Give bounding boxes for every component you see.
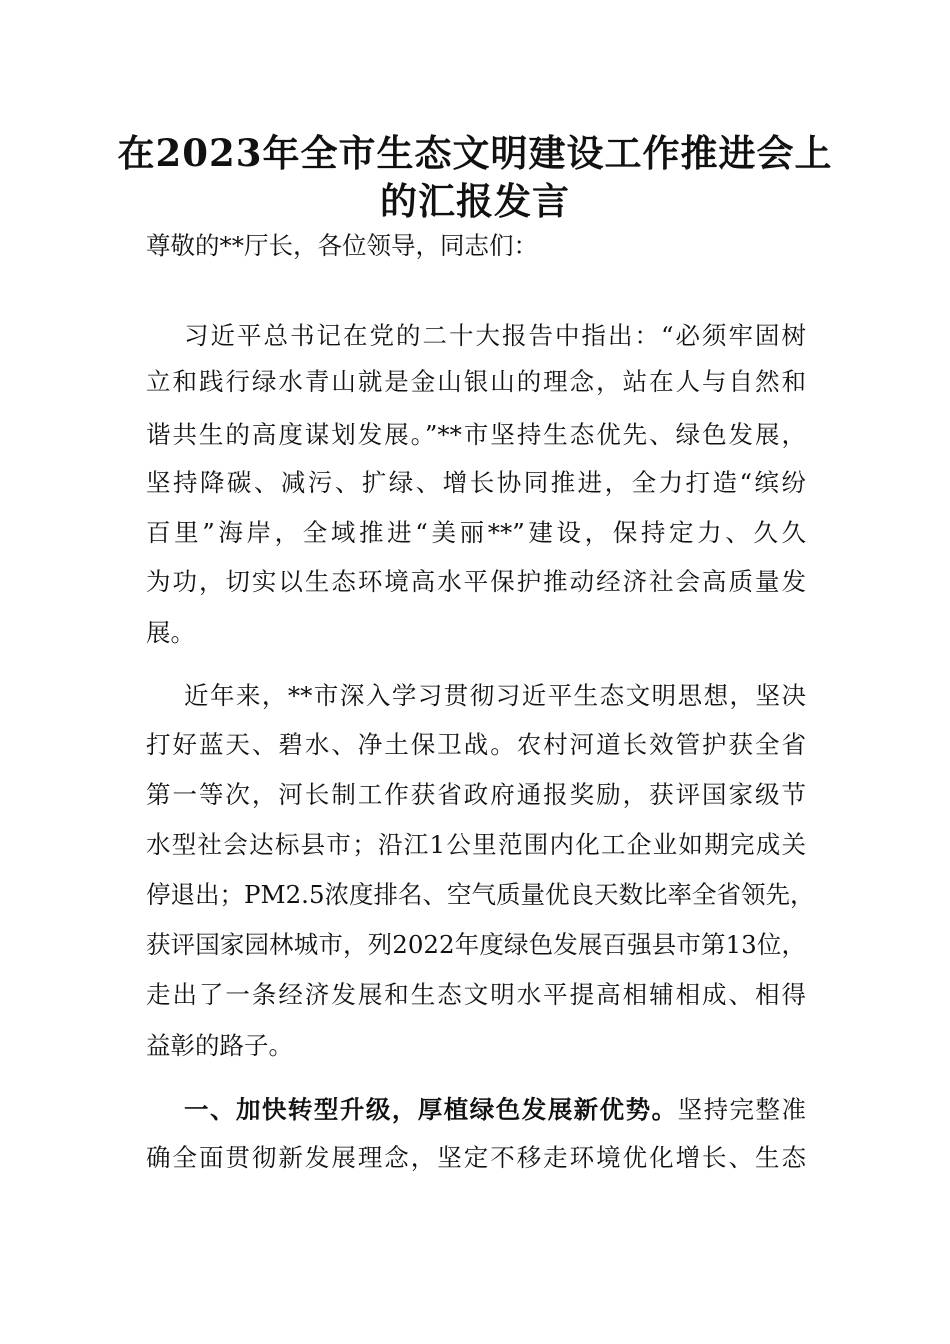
- section-heading-continuation: 坚持完整准: [677, 1095, 807, 1124]
- document-title-line-1: 在2023年全市生态文明建设工作推进会上: [117, 131, 833, 175]
- paragraph-1-line: 为功，切实以生态环境高水平保护推动经济社会高质量发: [146, 567, 806, 596]
- paragraph-2-line: 走出了一条经济发展和生态文明水平提高相辅相成、相得: [146, 980, 806, 1009]
- paragraph-1-line: 展。: [146, 618, 195, 647]
- paragraph-3-line: 确全面贯彻新发展理念，坚定不移走环境优化增长、生态: [146, 1143, 806, 1172]
- paragraph-1-line: 立和践行绿水青山就是金山银山的理念，站在人与自然和: [146, 367, 806, 396]
- paragraph-1-line: 谐共生的高度谋划发展。”**市坚持生态优先、绿色发展，: [146, 420, 806, 449]
- document-title-line-2: 的汇报发言: [380, 179, 570, 223]
- section-heading: 一、加快转型升级，厚植绿色发展新优势。: [184, 1095, 678, 1124]
- paragraph-1-line: 习近平总书记在党的二十大报告中指出：“必须牢固树: [184, 321, 806, 350]
- paragraph-2-line: 近年来，**市深入学习贯彻习近平生态文明思想，坚决: [184, 681, 806, 710]
- paragraph-3-line: [184, 1093, 806, 1127]
- paragraph-2-line: 停退出；PM2.5浓度排名、空气质量优良天数比率全省领先，: [146, 880, 815, 909]
- paragraph-2-line: 获评国家园林城市，列2022年度绿色发展百强县市第13位，: [146, 930, 806, 959]
- paragraph-2-line: 水型社会达标县市；沿江1公里范围内化工企业如期完成关: [146, 830, 806, 859]
- paragraph-2-line: 益彰的路子。: [146, 1031, 293, 1060]
- paragraph-2-line: 第一等次，河长制工作获省政府通报奖励，获评国家级节: [146, 780, 806, 809]
- salutation: 尊敬的**厅长，各位领导，同志们：: [146, 231, 538, 260]
- paragraph-2-line: 打好蓝天、碧水、净土保卫战。农村河道长效管护获全省: [146, 730, 806, 759]
- paragraph-1-line: 坚持降碳、减污、扩绿、增长协同推进，全力打造“缤纷: [146, 468, 806, 497]
- paragraph-1-line: 百里”海岸，全域推进“美丽**”建设，保持定力、久久: [146, 518, 806, 547]
